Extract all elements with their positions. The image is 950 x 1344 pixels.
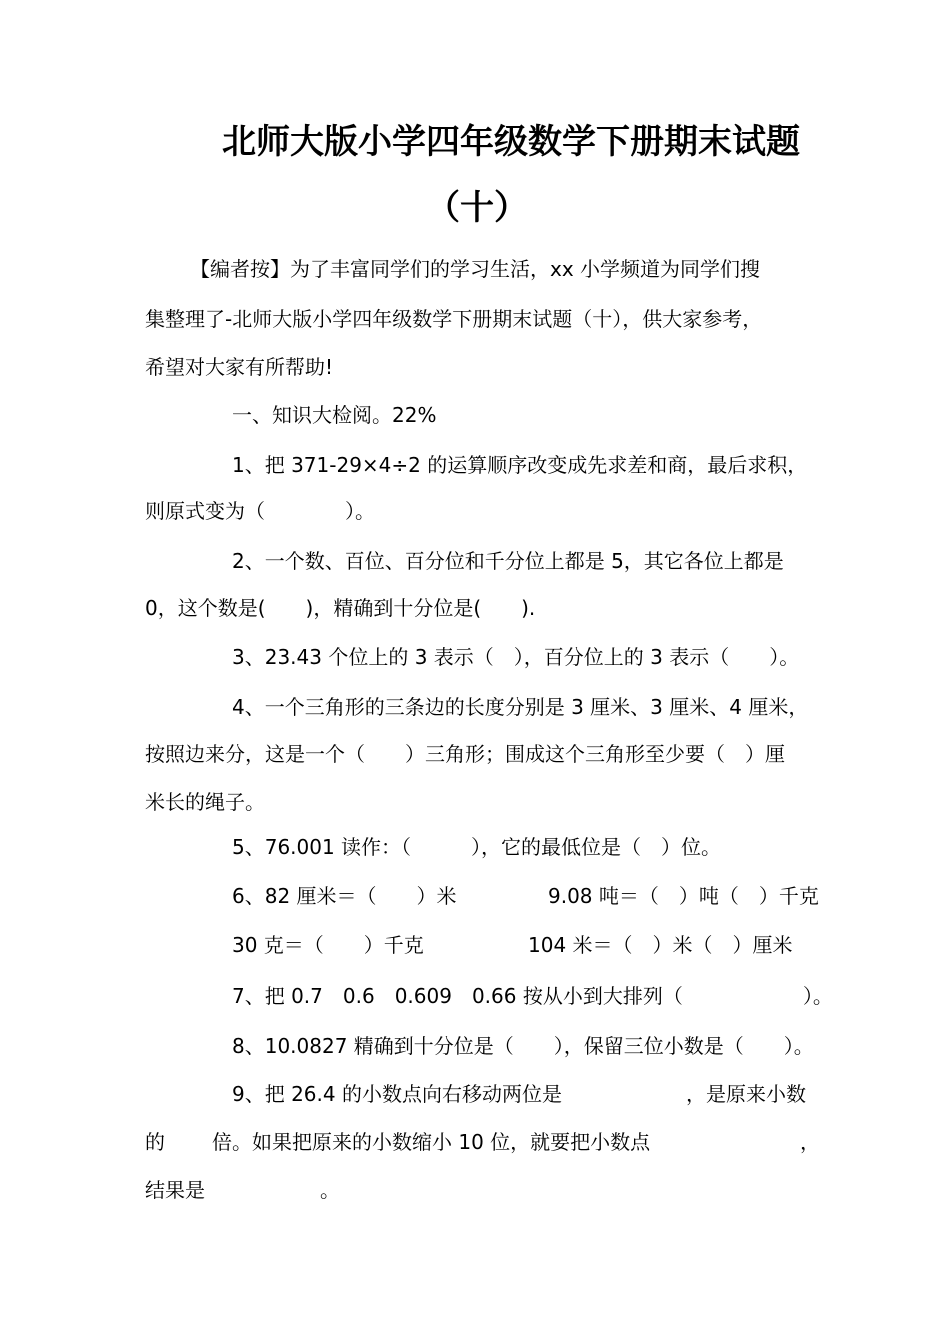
document-title-line2: （十） [426, 188, 528, 228]
question-3: 3、23.43 个位上的 3 表示（ ），百分位上的 3 表示（ ）。 [232, 645, 800, 669]
document-title-line1: 北师大版小学四年级数学下册期末试题 [222, 122, 800, 162]
question-9-line-3b: 。 [320, 1178, 340, 1202]
intro-line-2: 集整理了-北师大版小学四年级数学下册期末试题（十），供大家参考， [145, 307, 763, 331]
question-8: 8、10.0827 精确到十分位是（ ），保留三位小数是（ ）。 [232, 1034, 814, 1058]
intro-line-3: 希望对大家有所帮助! [145, 355, 334, 379]
question-9-line-3a: 结果是 [145, 1178, 205, 1202]
question-9-line-2b: 倍。如果把原来的小数缩小 10 位，就要把小数点 [212, 1130, 651, 1154]
section-heading: 一、知识大检阅。22% [232, 403, 437, 427]
question-2-line-1: 2、一个数、百位、百分位和千分位上都是 5，其它各位上都是 [232, 549, 784, 573]
question-5: 5、76.001 读作：（ ），它的最低位是（ ）位。 [232, 835, 722, 859]
question-9-line-1b: ，是原来小数 [686, 1082, 806, 1106]
question-6-d: 104 米＝（ ）米（ ）厘米 [528, 933, 793, 957]
question-9-line-1a: 9、把 26.4 的小数点向右移动两位是 [232, 1082, 562, 1106]
question-9-line-2a: 的 [145, 1130, 165, 1154]
question-7: 7、把 0.7 0.6 0.609 0.66 按从小到大排列（ ）。 [232, 984, 833, 1008]
question-2-line-2: 0，这个数是( )，精确到十分位是( ). [145, 596, 536, 620]
question-4-line-3: 米长的绳子。 [145, 790, 265, 814]
question-4-line-2: 按照边来分，这是一个（ ）三角形；围成这个三角形至少要（ ）厘 [145, 742, 785, 766]
question-4-line-1: 4、一个三角形的三条边的长度分别是 3 厘米、3 厘米、4 厘米， [232, 695, 809, 719]
question-6-b: 9.08 吨＝（ ）吨（ ）千克 [548, 884, 819, 908]
question-6-c: 30 克＝（ ）千克 [232, 933, 424, 957]
question-9-line-2c: ， [800, 1130, 820, 1154]
question-6-a: 6、82 厘米＝（ ）米 [232, 884, 457, 908]
intro-line-1: 【编者按】为了丰富同学们的学习生活，xx 小学频道为同学们搜 [190, 257, 761, 281]
question-1-line-1: 1、把 371-29×4÷2 的运算顺序改变成先求差和商，最后求积， [232, 453, 808, 477]
question-1-line-2: 则原式变为（ ）。 [145, 499, 375, 523]
